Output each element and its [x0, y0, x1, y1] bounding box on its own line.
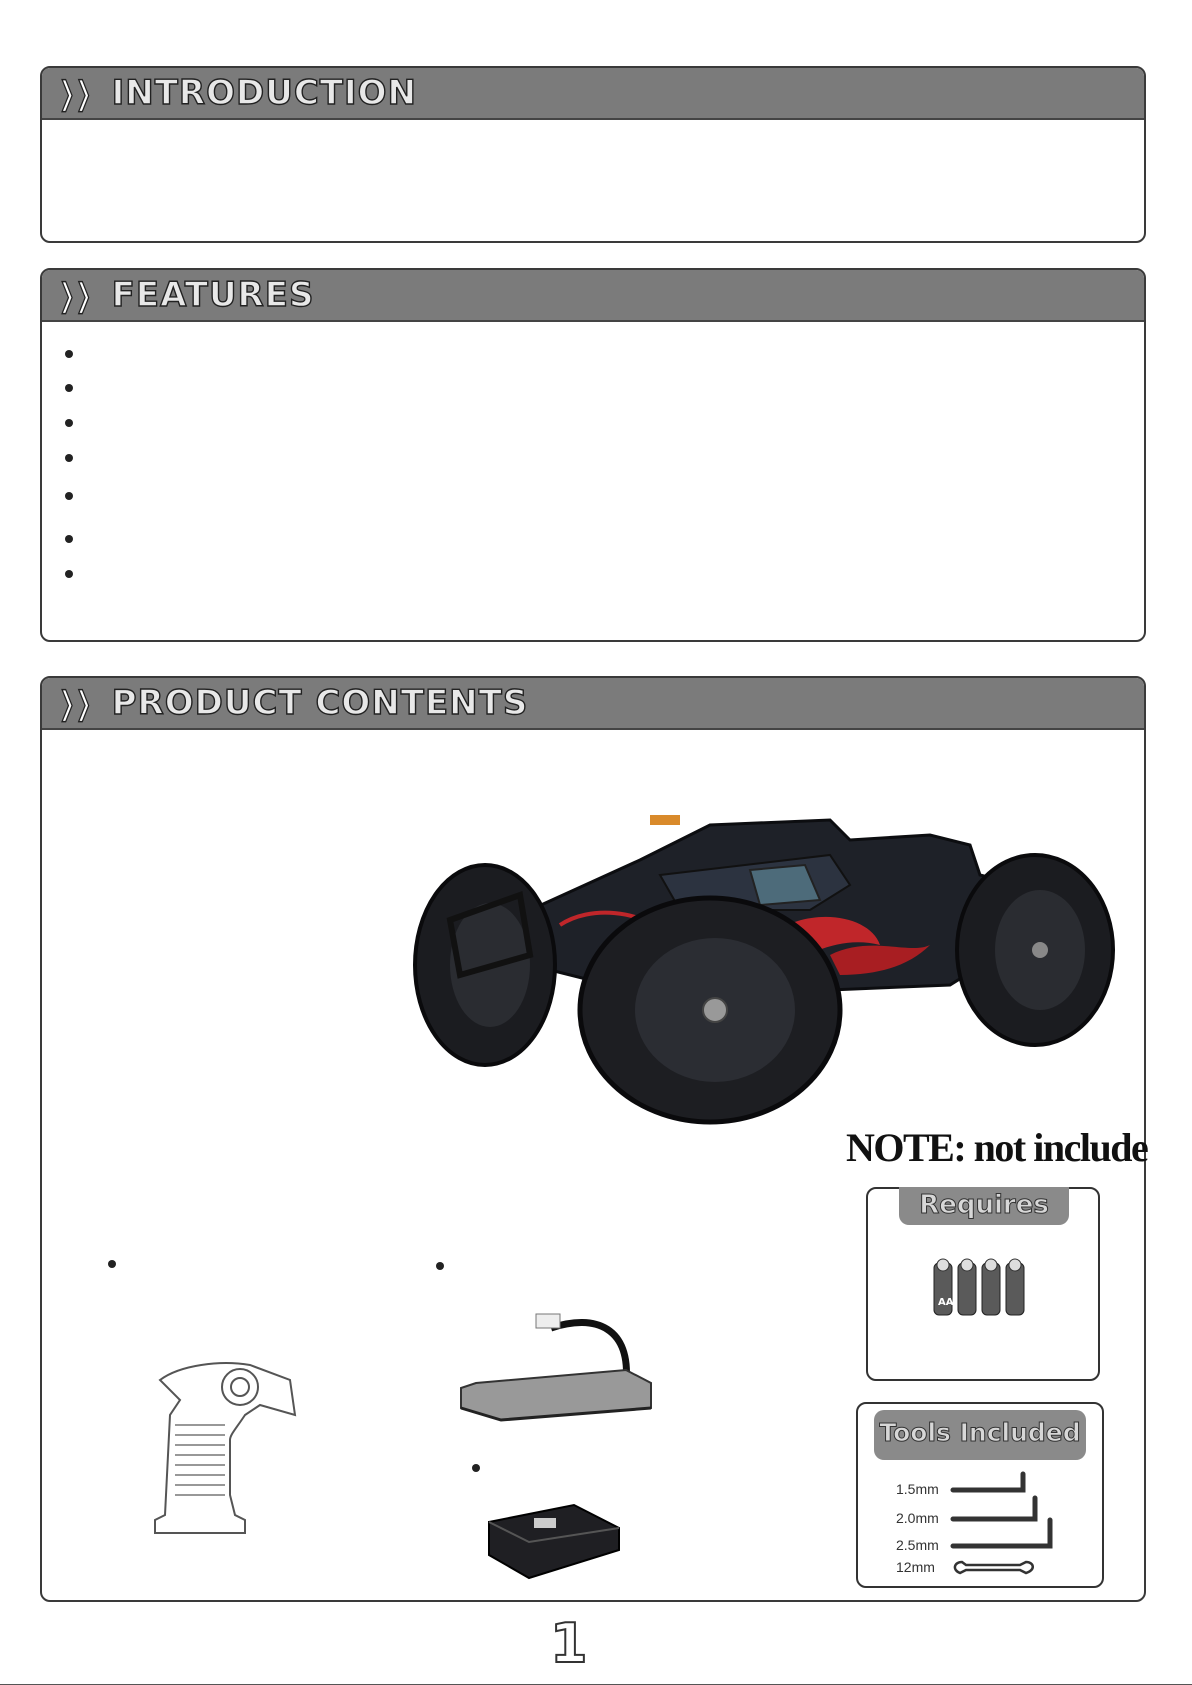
features-panel	[40, 268, 1146, 642]
feature-bullet	[65, 454, 73, 462]
features-header	[42, 270, 1144, 322]
feature-bullet	[65, 384, 73, 392]
battery-label: AA	[938, 1297, 954, 1308]
features-title: FEATURES	[111, 275, 315, 315]
hex-keys-icon	[950, 1470, 1060, 1580]
introduction-title: INTRODUCTION	[111, 73, 417, 113]
chevron-icon: ❭❭	[56, 276, 90, 314]
contents-bullet	[472, 1464, 480, 1472]
charger-image	[484, 1500, 624, 1582]
chevron-icon: ❭❭	[56, 74, 90, 112]
aa-batteries-icon	[932, 1257, 1028, 1319]
feature-bullet	[65, 350, 73, 358]
contents-bullet	[436, 1262, 444, 1270]
lipo-battery-image	[456, 1308, 656, 1426]
feature-bullet	[65, 535, 73, 543]
feature-bullet	[65, 570, 73, 578]
feature-bullet	[65, 492, 73, 500]
tool-label-2-5mm: 2.5mm	[896, 1537, 939, 1553]
chevron-icon: ❭❭	[56, 684, 90, 722]
tool-label-2-0mm: 2.0mm	[896, 1510, 939, 1526]
tool-label-1-5mm: 1.5mm	[896, 1481, 939, 1497]
introduction-header	[42, 68, 1144, 120]
tools-tab: Tools Included	[874, 1410, 1086, 1460]
requires-box	[866, 1187, 1100, 1381]
contents-bullet	[108, 1260, 116, 1268]
note-text: NOTE: not include	[846, 1125, 1148, 1170]
tool-label-12mm: 12mm	[896, 1559, 935, 1575]
introduction-panel	[40, 66, 1146, 243]
feature-bullet	[65, 419, 73, 427]
requires-tab: Requires	[899, 1187, 1069, 1225]
product-contents-title: PRODUCT CONTENTS	[111, 683, 529, 723]
page-number: 1	[550, 1612, 588, 1675]
product-contents-header	[42, 678, 1144, 730]
monster-truck-image	[410, 815, 1120, 1125]
transmitter-image	[150, 1355, 310, 1540]
